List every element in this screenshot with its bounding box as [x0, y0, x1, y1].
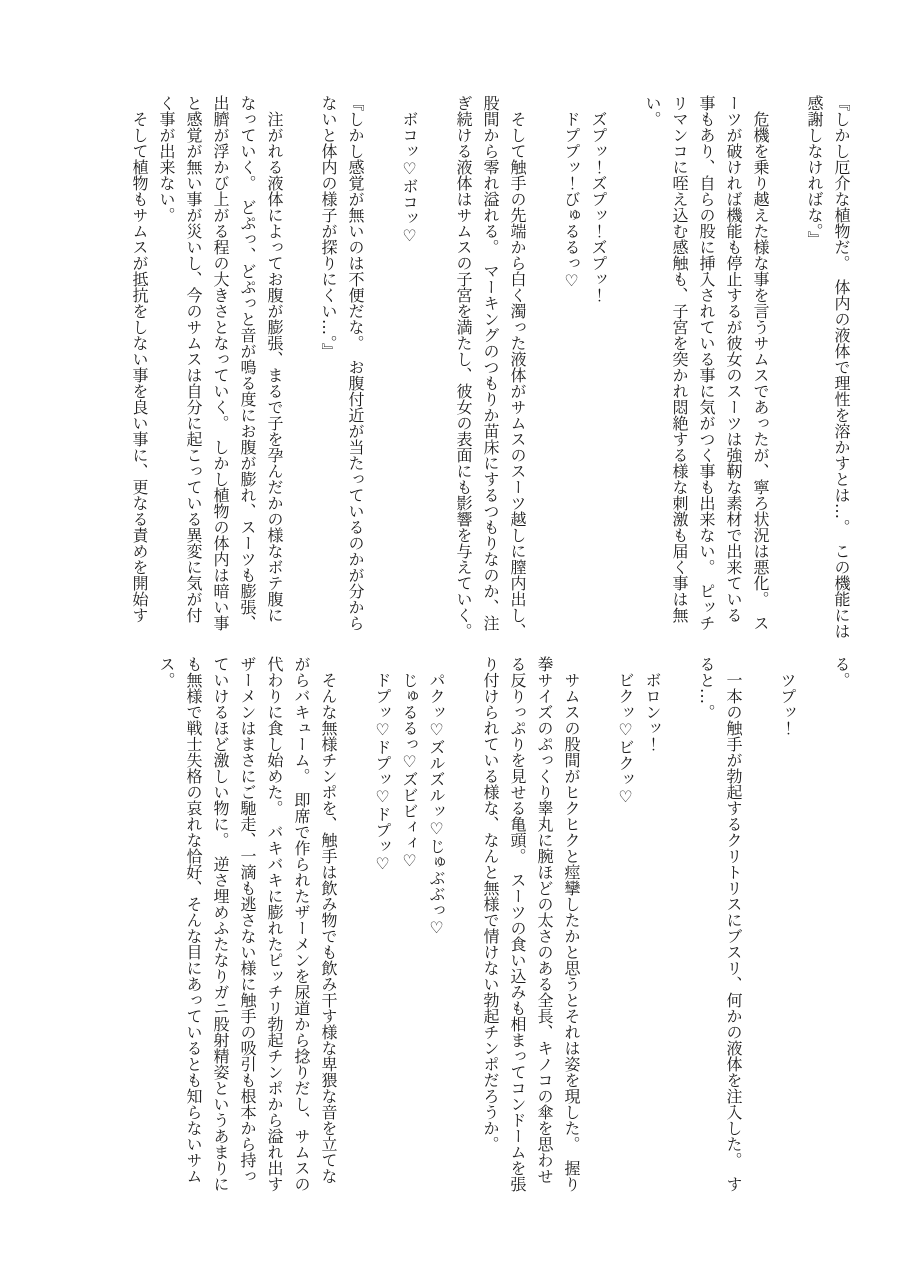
- text-line: [342, 656, 369, 1204]
- text-line: ツプッ！: [778, 656, 797, 736]
- text-line: 出臍が浮かび上がる程の大きさとなっていく。 しかし植物の体内は暗い事: [211, 95, 230, 631]
- text-line: [531, 95, 558, 643]
- text-line: なっていく。 どぷっ、どぷっと音が鳴る度にお腹が膨れ、スーツも膨張、: [238, 95, 257, 631]
- text-line: ビクッ♡ビクッ♡: [616, 656, 635, 806]
- text-line: 『しかし厄介な植物だ。 体内の液体で理性を溶かすとは…。 この機能には: [832, 95, 851, 639]
- text-line: 股間から零れ溢れる。 マーキングのつもりか苗床にするつもりなのか、注: [481, 95, 500, 631]
- text-line: [801, 656, 828, 1204]
- text-line: 事もあり、自らの股に挿入されている事に気がつく事も出来ない。 ピッチ: [697, 95, 716, 631]
- text-line: リマンコに咥え込む感触も、子宮を突かれ悶絶する様な刺激も届く事は無: [670, 95, 689, 623]
- text-line: ぎ続ける液体はサムスの子宮を満たし、彼女の表面にも影響を与えていく。: [454, 95, 473, 639]
- text-line: ボコッ♡ボコッ♡: [400, 95, 419, 245]
- text-line: 一本の触手が勃起するクリトリスにブスリ、何かの液体を注入した。 す: [724, 656, 743, 1192]
- text-line: 感謝しなければな。』: [805, 95, 824, 247]
- text-line: 『しかし感覚が無いのは不便だな。 お腹付近が当たっているのかが分から: [346, 95, 365, 631]
- text-line: る反りっぷりを見せる亀頭。 スーツの食い込みも相まってコンドームを張: [508, 656, 527, 1192]
- text-line: ズプッ！ズプッ！ズプッ！: [589, 95, 608, 303]
- text-line: い。: [643, 95, 662, 127]
- text-line: ると…。: [697, 656, 716, 720]
- text-line: 代わりに食し始めた。 バキバキに膨れたピッチリ勃起チンポから溢れ出す: [265, 656, 284, 1192]
- text-line: と感覚が無い事が災いし、今のサムスは自分に起こっている異変に気が付: [184, 95, 203, 623]
- text-line: [585, 656, 612, 1204]
- text-line: ーツが破ければ機能も停止するが彼女のスーツは強靭な素材で出来ている: [724, 95, 743, 623]
- text-line: ドプッ♡ドプッ♡ドプッ♡: [373, 656, 392, 873]
- text-line: [288, 95, 315, 643]
- text-line: [612, 95, 639, 643]
- text-line: [747, 656, 774, 1204]
- text-line: り付けられている様な、なんと無様で情けない勃起チンポだろうか。: [481, 656, 500, 1152]
- text-line: じゅるるっ♡ズビビィィ♡: [400, 656, 419, 870]
- text-line: がらバキューム。 即席で作られたザーメンを尿道から捻りだし、サムスの: [292, 656, 311, 1192]
- text-line: く事が出来ない。: [157, 95, 176, 223]
- text-line: 注がれる液体によってお腹が膨張、まるで子を孕んだかの様なボテ腹に: [265, 95, 284, 623]
- text-line: サムスの股間がヒクヒクと痙攣したかと思うとそれは姿を現した。 握り: [562, 656, 581, 1192]
- text-line: も無様で戦士失格の哀れな恰好、そんな目にあっているとも知らないサム: [184, 656, 203, 1184]
- text-line: ス。: [157, 656, 176, 688]
- text-line: パクッ♡ズルズルッ♡じゅぶぶっ♡: [427, 656, 446, 937]
- text-line: [423, 95, 450, 643]
- text-line: る。: [832, 656, 851, 688]
- text-block-bottom: [153, 656, 855, 1204]
- text-line: ザーメンはまさにご馳走、一滴も逃さない様に触手の吸引も根本から持っ: [238, 656, 257, 1184]
- text-line: そして植物もサムスが抵抗をしない事を良い事に、更なる責めを開始す: [130, 95, 149, 623]
- text-line: ていけるほど激しい物に。 逆さ埋めふたなりガニ股射精姿というあまりに: [211, 656, 230, 1192]
- text-line: ボロンッ！: [643, 656, 662, 752]
- text-line: [369, 95, 396, 643]
- text-line: 危機を乗り越えた様な事を言うサムスであったが、寧ろ状況は悪化。 ス: [751, 95, 770, 631]
- text-line: [666, 656, 693, 1204]
- text-line: [774, 95, 801, 643]
- text-line: そんな無様チンポを、触手は飲み物でも飲み干す様な卑猥な音を立てな: [319, 656, 338, 1184]
- text-line: [450, 656, 477, 1204]
- text-block-top: [126, 95, 855, 643]
- text-line: ドププッ！びゅるるっ♡: [562, 95, 581, 290]
- text-line: ないと体内の様子が探りにくい…。』: [319, 95, 338, 359]
- text-line: そして触手の先端から白く濁った液体がサムスのスーツ越しに膣内出し、: [508, 95, 527, 639]
- text-line: 拳サイズのぷっくり睾丸に腕ほどの太さのある全長、キノコの傘を思わせ: [535, 656, 554, 1184]
